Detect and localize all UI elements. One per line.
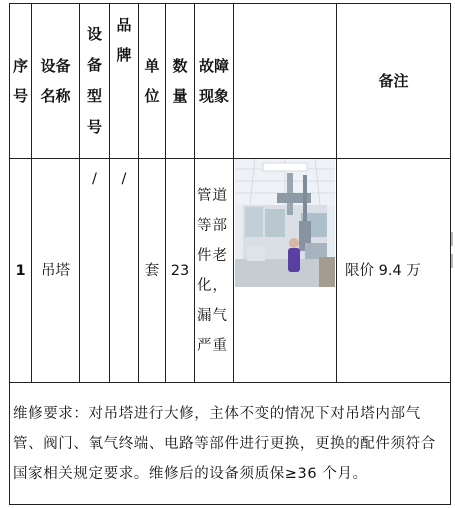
cell-remark-value: 限价 9.4 万 <box>345 262 421 279</box>
header-brand-label: 品牌 <box>116 16 132 64</box>
cell-index <box>10 159 32 383</box>
cell-quantity-value: 23 <box>170 262 190 279</box>
cell-quantity <box>166 159 195 383</box>
equipment-repair-document <box>9 3 450 504</box>
header-quantity-label: 数量 <box>172 57 188 105</box>
header-unit <box>139 4 166 159</box>
header-model <box>80 4 110 159</box>
table-row <box>10 159 451 383</box>
header-row <box>10 4 451 159</box>
operating-room-pendant-photo <box>235 159 335 287</box>
header-unit-label: 单位 <box>144 57 160 105</box>
repair-requirement-text: 维修要求：对吊塔进行大修，主体不变的情况下对吊塔内部气管、阀门、氧气终端、电路等部件进行更换，更换的配件须符合国家相关规定要求。维修后的设备须质保≥36 个月。 <box>13 405 436 482</box>
page-edge-marks <box>450 232 455 272</box>
cell-model-value: / <box>92 171 97 187</box>
cell-model <box>80 159 110 383</box>
header-index <box>10 4 32 159</box>
header-remark-label: 备注 <box>378 72 409 90</box>
header-name <box>32 4 80 159</box>
header-model-label: 设备型号 <box>86 25 102 136</box>
repair-requirement <box>10 383 451 505</box>
cell-fault-value: 管道等部件老化，漏气严重 <box>197 187 228 354</box>
cell-unit-value: 套 <box>144 262 160 279</box>
cell-photo <box>234 159 337 383</box>
cell-name-value: 吊塔 <box>41 262 70 279</box>
header-image <box>234 4 337 159</box>
cell-index-value: 1 <box>15 262 26 279</box>
cell-remark <box>337 159 451 383</box>
header-remark <box>337 4 451 159</box>
header-quantity <box>166 4 195 159</box>
equipment-table <box>9 3 451 505</box>
header-brand <box>110 4 139 159</box>
header-fault <box>195 4 234 159</box>
header-index-label: 序号 <box>12 57 28 105</box>
requirement-row <box>10 383 451 505</box>
cell-brand-value: / <box>121 171 127 187</box>
cell-unit <box>139 159 166 383</box>
header-fault-label: 故障现象 <box>198 57 229 105</box>
cell-name <box>32 159 80 383</box>
header-name-label: 设备名称 <box>40 57 71 105</box>
cell-brand <box>110 159 139 383</box>
cell-fault <box>195 159 234 383</box>
